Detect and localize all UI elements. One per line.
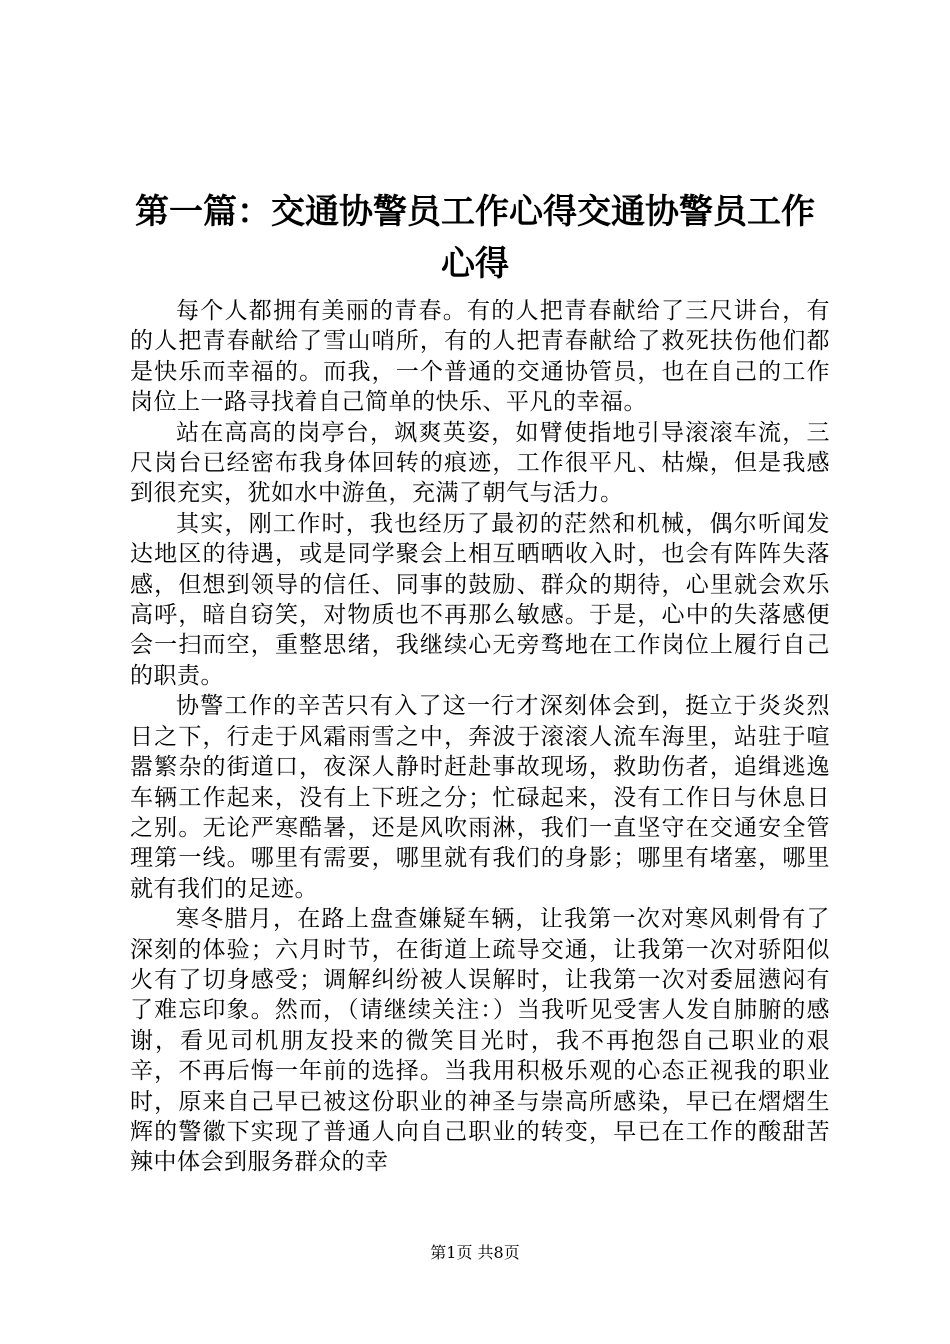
paragraph-3: 其实，刚工作时，我也经历了最初的茫然和机械，偶尔听闻发达地区的待遇，或是同学聚会上相互晒晒收入时，也会有阵阵失落感，但想到领导的信任、同事的鼓励、群众的期待，心里就会欢乐高呼，暗自窃笑，对物质也不再那么敏感。于是，心中的失落感便会一扫而空，重整思绪，我继续心无旁骛地在工作岗位上履行自己的职责。 [130,510,830,689]
paragraph-4: 协警工作的辛苦只有入了这一行才深刻体会到，挺立于炎炎烈日之下，行走于风霜雨雪之中，奔波于滚滚人流车海里，站驻于喧嚣繁杂的街道口，夜深人静时赶赴事故现场，救助伤者，追缉逃逸车辆工作起来，没有上下班之分；忙碌起来，没有工作日与休息日之别。无论严寒酷暑，还是风吹雨淋，我们一直坚守在交通安全管理第一线。哪里有需要，哪里就有我们的身影；哪里有堵塞，哪里就有我们的足迹。 [130,693,830,902]
page-number-footer: 第1页 共8页 [430,1243,520,1262]
paragraph-5: 寒冬腊月，在路上盘查嫌疑车辆，让我第一次对寒风刺骨有了深刻的体验；六月时节，在街道上疏导交通，让我第一次对骄阳似火有了切身感受；调解纠纷被人误解时，让我第一次对委屈懑闷有了难忘印象。然而，（请继续关注：）当我听见受害人发自肺腑的感谢，看见司机朋友投来的微笑目光时，我不再抱怨自己职业的艰辛，不再后悔一年前的选择。当我用积极乐观的心态正视我的职业时，原来自己早已被这份职业的神圣与崇高所感染，早已在熠熠生辉的警徽下实现了普通人向自己职业的转变，早已在工作的酸甜苦辣中体会到服务群众的幸 [130,906,830,1176]
paragraph-2: 站在高高的岗亭台，飒爽英姿，如臂使指地引导滚滚车流，三尺岗台已经密布我身体回转的痕迹，工作很平凡、枯燥，但是我感到很充实，犹如水中游鱼，充满了朝气与活力。 [130,419,830,507]
paragraph-1: 每个人都拥有美丽的青春。有的人把青春献给了三尺讲台，有的人把青春献给了雪山哨所，有的人把青春献给了救死扶伤他们都是快乐而幸福的。而我，一个普通的交通协管员，也在自己的工作岗位上一路寻找着自己简单的快乐、平凡的幸福。 [130,298,830,416]
document-body [130,296,830,1178]
document-title: 第一篇：交通协警员工作心得交通协警员工作心得 [135,192,815,284]
